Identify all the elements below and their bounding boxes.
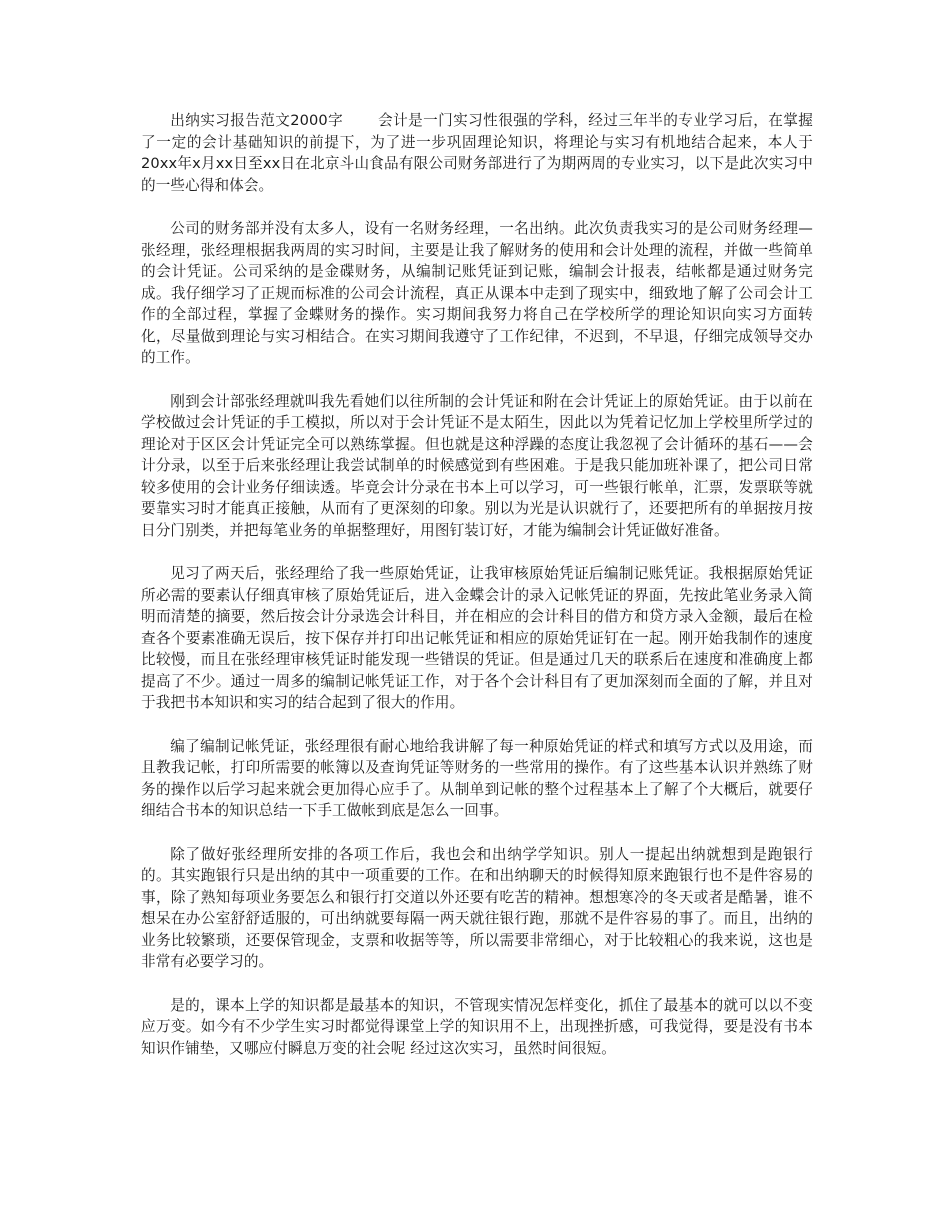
paragraph-6: 除了做好张经理所安排的各项工作后，我也会和出纳学学知识。别人一提起出纳就想到是跑银行的。其实跑银行只是出纳的其中一项重要的工作。在和出纳聊天的时候得知原来跑银行也不是件容易的事，除了熟知每项业务要怎么和银行打交道以外还要有吃苦的精神。想想寒冷的冬天或者是酷暑，谁不想呆在办公室舒舒适服的，可出纳就要每隔一两天就往银行跑，那就不是件容易的事了。而且，出纳的业务比较繁琐，还要保管现金，支票和收据等等，所以需要非常细心，对于比较粗心的我来说，这也是非常有必要学习的。 [141, 845, 813, 970]
paragraph-2: 公司的财务部并没有太多人，设有一名财务经理，一名出纳。此次负责我实习的是公司财务经理—张经理，张经理根据我两周的实习时间，主要是让我了解财务的使用和会计处理的流程，并做一些简单的会计凭证。公司采纳的是金碟财务，从编制记账凭证到记账，编制会计报表，结帐都是通过财务完成。我仔细学习了正规而标准的公司会计流程，真正从课本中走到了现实中，细致地了解了公司会计工作的全部过程，掌握了金蝶财务的操作。实习期间我努力将自己在学校所学的理论知识向实习方面转化，尽量做到理论与实习相结合。在实习期间我遵守了工作纪律，不迟到，不早退，仔细完成领导交办的工作。 [141, 220, 813, 366]
paragraph-7: 是的，课本上学的知识都是最基本的知识，不管现实情况怎样变化，抓住了最基本的就可以以不变应万变。如今有不少学生实习时都觉得课堂上学的知识用不上，出现挫折感，可我觉得，要是没有书本知识作铺垫，又哪应付瞬息万变的社会呢 经过这次实习，虽然时间很短。 [141, 996, 813, 1057]
paragraph-4: 见习了两天后，张经理给了我一些原始凭证，让我审核原始凭证后编制记账凭证。我根据原始凭证所必需的要素认仔细真审核了原始凭证后，进入金蝶会计的录入记帐凭证的界面，先按此笔业务录入简明而清楚的摘要，然后按会计分录选会计科目，并在相应的会计科目的借方和贷方录入金额，最后在检查各个要素准确无误后，按下保存并打印出记帐凭证和相应的原始凭证钉在一起。刚开始我制作的速度比较慢，而且在张经理审核凭证时能发现一些错误的凭证。但是通过几天的联系后在速度和准确度上都提高了不少。通过一周多的编制记帐凭证工作，对于各个会计科目有了更加深刻而全面的了解，并且对于我把书本知识和实习的结合起到了很大的作用。 [141, 565, 813, 711]
paragraph-1: 出纳实习报告范文2000字 会计是一门实习性很强的学科，经过三年半的专业学习后，在掌握了一定的会计基础知识的前提下，为了进一步巩固理论知识，将理论与实习有机地结合起来，本人于20xx年x月xx日至xx日在北京斗山食品有限公司财务部进行了为期两周的专业实习，以下是此次实习中的一些心得和体会。 [141, 112, 813, 194]
document-body [141, 110, 813, 1081]
paragraph-5: 编了编制记帐凭证，张经理很有耐心地给我讲解了每一种原始凭证的样式和填写方式以及用途，而且教我记帐，打印所需要的帐簿以及查询凭证等财务的一些常用的操作。有了这些基本认识并熟练了财务的操作以后学习起来就会更加得心应手了。从制单到记帐的整个过程基本上了解了个大概后，就要仔细结合书本的知识总结一下手工做帐到底是怎么一回事。 [141, 737, 813, 819]
paragraph-3: 刚到会计部张经理就叫我先看她们以往所制的会计凭证和附在会计凭证上的原始凭证。由于以前在学校做过会计凭证的手工模拟，所以对于会计凭证不是太陌生，因此以为凭着记忆加上学校里所学过的理论对于区区会计凭证完全可以熟练掌握。但也就是这种浮躁的态度让我忽视了会计循环的基石——会计分录，以至于后来张经理让我尝试制单的时候感觉到有些困难。于是我只能加班补课了，把公司日常较多使用的会计业务仔细读透。毕竟会计分录在书本上可以学习，可一些银行帐单，汇票，发票联等就要靠实习时才能真正接触，从而有了更深刻的印象。别以为光是认识就行了，还要把所有的单据按月按日分门别类，并把每笔业务的单据整理好，用图钉装订好，才能为编制会计凭证做好准备。 [141, 392, 813, 539]
